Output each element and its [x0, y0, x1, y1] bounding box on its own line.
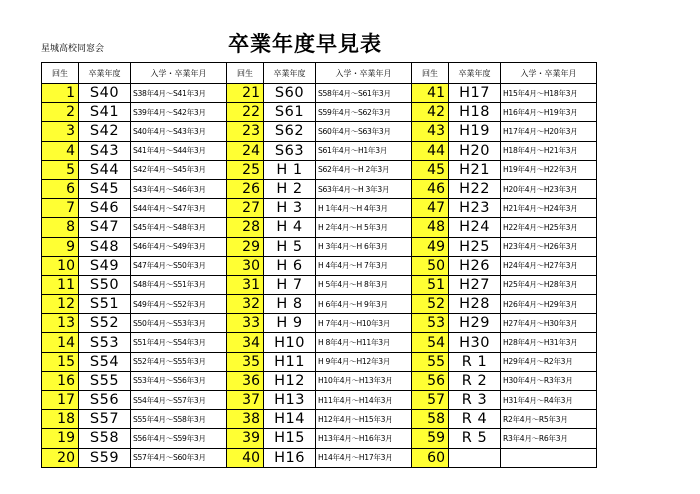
- header-no: 回生: [227, 63, 264, 84]
- graduation-year-cell: S58: [79, 429, 131, 448]
- enrollment-period-cell: H 5年4月～H 8年3月: [316, 275, 412, 294]
- enrollment-period-cell: H 4年4月～H 7年3月: [316, 256, 412, 275]
- graduation-year-cell: R 3: [449, 391, 501, 410]
- graduation-year-cell: H12: [264, 371, 316, 390]
- table-row: [42, 160, 227, 179]
- table-row: [227, 448, 412, 467]
- class-number-cell: 5: [42, 160, 79, 179]
- graduation-year-cell: R 1: [449, 352, 501, 371]
- graduation-year-cell: S61: [264, 103, 316, 122]
- class-number-cell: 58: [412, 410, 449, 429]
- class-number-cell: 52: [412, 295, 449, 314]
- class-number-cell: 18: [42, 410, 79, 429]
- table-row: [227, 295, 412, 314]
- enrollment-period-cell: S43年4月～S46年3月: [131, 179, 227, 198]
- table-row: [412, 391, 597, 410]
- enrollment-period-cell: S39年4月～S42年3月: [131, 103, 227, 122]
- class-number-cell: 39: [227, 429, 264, 448]
- header-year: 卒業年度: [264, 63, 316, 84]
- graduation-year-cell: H30: [449, 333, 501, 352]
- graduation-year-cell: H 3: [264, 199, 316, 218]
- table-row: [227, 141, 412, 160]
- class-number-cell: 19: [42, 429, 79, 448]
- enrollment-period-cell: S52年4月～S55年3月: [131, 352, 227, 371]
- class-number-cell: 24: [227, 141, 264, 160]
- enrollment-period-cell: H14年4月～H17年3月: [316, 448, 412, 467]
- enrollment-period-cell: H 9年4月～H12年3月: [316, 352, 412, 371]
- table-row: [227, 371, 412, 390]
- class-number-cell: 57: [412, 391, 449, 410]
- graduation-year-cell: S40: [79, 84, 131, 103]
- class-number-cell: 56: [412, 371, 449, 390]
- table-row: [412, 122, 597, 141]
- header-period: 入学・卒業年月: [316, 63, 412, 84]
- graduation-year-cell: H29: [449, 314, 501, 333]
- enrollment-period-cell: H 7年4月～H10年3月: [316, 314, 412, 333]
- class-number-cell: 8: [42, 218, 79, 237]
- enrollment-period-cell: H13年4月～H16年3月: [316, 429, 412, 448]
- table-row: [42, 199, 227, 218]
- enrollment-period-cell: S50年4月～S53年3月: [131, 314, 227, 333]
- table-row: [227, 179, 412, 198]
- table-row: [412, 256, 597, 275]
- class-number-cell: 38: [227, 410, 264, 429]
- table-row: [412, 199, 597, 218]
- graduation-year-cell: H25: [449, 237, 501, 256]
- table-row: [412, 179, 597, 198]
- table-row: [227, 199, 412, 218]
- table-row: [227, 160, 412, 179]
- table-row: [42, 122, 227, 141]
- graduation-year-cell: H11: [264, 352, 316, 371]
- header-year: 卒業年度: [79, 63, 131, 84]
- enrollment-period-cell: H31年4月～R4年3月: [501, 391, 597, 410]
- class-number-cell: 10: [42, 256, 79, 275]
- table-row: [412, 141, 597, 160]
- table-row: [227, 84, 412, 103]
- enrollment-period-cell: R3年4月～R6年3月: [501, 429, 597, 448]
- enrollment-period-cell: H12年4月～H15年3月: [316, 410, 412, 429]
- enrollment-period-cell: H20年4月～H23年3月: [501, 179, 597, 198]
- table-row: [227, 256, 412, 275]
- table-row: [227, 218, 412, 237]
- enrollment-period-cell: S60年4月～S63年3月: [316, 122, 412, 141]
- graduation-year-cell: H17: [449, 84, 501, 103]
- enrollment-period-cell: H11年4月～H14年3月: [316, 391, 412, 410]
- graduation-year-cell: S52: [79, 314, 131, 333]
- table-row: [412, 333, 597, 352]
- enrollment-period-cell: S54年4月～S57年3月: [131, 391, 227, 410]
- enrollment-period-cell: S42年4月～S45年3月: [131, 160, 227, 179]
- graduation-year-cell: H 4: [264, 218, 316, 237]
- enrollment-period-cell: S55年4月～S58年3月: [131, 410, 227, 429]
- enrollment-period-cell: S46年4月～S49年3月: [131, 237, 227, 256]
- class-number-cell: 30: [227, 256, 264, 275]
- header-period: 入学・卒業年月: [501, 63, 597, 84]
- enrollment-period-cell: H30年4月～R3年3月: [501, 371, 597, 390]
- enrollment-period-cell: H23年4月～H26年3月: [501, 237, 597, 256]
- class-number-cell: 40: [227, 448, 264, 467]
- class-number-cell: 32: [227, 295, 264, 314]
- graduation-year-cell: H10: [264, 333, 316, 352]
- graduation-year-cell: H15: [264, 429, 316, 448]
- graduation-year-cell: S51: [79, 295, 131, 314]
- table-row: [227, 275, 412, 294]
- table-row: [412, 237, 597, 256]
- class-number-cell: 3: [42, 122, 79, 141]
- graduation-year-cell: R 4: [449, 410, 501, 429]
- graduation-year-cell: H21: [449, 160, 501, 179]
- graduation-year-cell: S54: [79, 352, 131, 371]
- graduation-year-cell: R 5: [449, 429, 501, 448]
- class-number-cell: 54: [412, 333, 449, 352]
- class-number-cell: 34: [227, 333, 264, 352]
- enrollment-period-cell: S61年4月～H1年3月: [316, 141, 412, 160]
- enrollment-period-cell: R2年4月～R5年3月: [501, 410, 597, 429]
- graduation-year-cell: H13: [264, 391, 316, 410]
- graduation-table-block-2: [226, 62, 412, 468]
- graduation-year-cell: H 1: [264, 160, 316, 179]
- class-number-cell: 16: [42, 371, 79, 390]
- enrollment-period-cell: S44年4月～S47年3月: [131, 199, 227, 218]
- class-number-cell: 59: [412, 429, 449, 448]
- table-row: [227, 122, 412, 141]
- enrollment-period-cell: S53年4月～S56年3月: [131, 371, 227, 390]
- graduation-year-cell: H 7: [264, 275, 316, 294]
- table-row: [42, 314, 227, 333]
- class-number-cell: 7: [42, 199, 79, 218]
- header-year: 卒業年度: [449, 63, 501, 84]
- class-number-cell: 14: [42, 333, 79, 352]
- table-row: [227, 410, 412, 429]
- graduation-year-cell: S60: [264, 84, 316, 103]
- enrollment-period-cell: S58年4月～S61年3月: [316, 84, 412, 103]
- enrollment-period-cell: H25年4月～H28年3月: [501, 275, 597, 294]
- class-number-cell: 37: [227, 391, 264, 410]
- table-row: [412, 160, 597, 179]
- table-row: [42, 391, 227, 410]
- class-number-cell: 50: [412, 256, 449, 275]
- enrollment-period-cell: S56年4月～S59年3月: [131, 429, 227, 448]
- graduation-year-cell: S47: [79, 218, 131, 237]
- graduation-year-cell: H27: [449, 275, 501, 294]
- enrollment-period-cell: S41年4月～S44年3月: [131, 141, 227, 160]
- graduation-year-cell: H26: [449, 256, 501, 275]
- table-row: [412, 429, 597, 448]
- enrollment-period-cell: H18年4月～H21年3月: [501, 141, 597, 160]
- class-number-cell: 36: [227, 371, 264, 390]
- enrollment-period-cell: H28年4月～H31年3月: [501, 333, 597, 352]
- graduation-year-cell: S55: [79, 371, 131, 390]
- graduation-year-cell: [449, 448, 501, 467]
- enrollment-period-cell: S63年4月～H 3年3月: [316, 179, 412, 198]
- table-row: [227, 391, 412, 410]
- class-number-cell: 55: [412, 352, 449, 371]
- class-number-cell: 6: [42, 179, 79, 198]
- table-row: [412, 295, 597, 314]
- enrollment-period-cell: H 1年4月～H 4年3月: [316, 199, 412, 218]
- graduation-year-cell: H24: [449, 218, 501, 237]
- class-number-cell: 2: [42, 103, 79, 122]
- enrollment-period-cell: H26年4月～H29年3月: [501, 295, 597, 314]
- graduation-year-cell: H28: [449, 295, 501, 314]
- table-row: [412, 103, 597, 122]
- enrollment-period-cell: S59年4月～S62年3月: [316, 103, 412, 122]
- enrollment-period-cell: H24年4月～H27年3月: [501, 256, 597, 275]
- class-number-cell: 12: [42, 295, 79, 314]
- enrollment-period-cell: H29年4月～R2年3月: [501, 352, 597, 371]
- graduation-year-cell: S53: [79, 333, 131, 352]
- table-row: [412, 352, 597, 371]
- class-number-cell: 51: [412, 275, 449, 294]
- class-number-cell: 17: [42, 391, 79, 410]
- table-row: [227, 237, 412, 256]
- table-row: [412, 275, 597, 294]
- class-number-cell: 48: [412, 218, 449, 237]
- enrollment-period-cell: S57年4月～S60年3月: [131, 448, 227, 467]
- class-number-cell: 15: [42, 352, 79, 371]
- class-number-cell: 4: [42, 141, 79, 160]
- table-row: [412, 218, 597, 237]
- class-number-cell: 42: [412, 103, 449, 122]
- table-row: [412, 84, 597, 103]
- graduation-table-block-3: [411, 62, 597, 468]
- enrollment-period-cell: S49年4月～S52年3月: [131, 295, 227, 314]
- table-row: [412, 371, 597, 390]
- enrollment-period-cell: H 2年4月～H 5年3月: [316, 218, 412, 237]
- graduation-year-cell: H 5: [264, 237, 316, 256]
- graduation-year-cell: S46: [79, 199, 131, 218]
- class-number-cell: 25: [227, 160, 264, 179]
- enrollment-period-cell: S40年4月～S43年3月: [131, 122, 227, 141]
- header-no: 回生: [42, 63, 79, 84]
- graduation-year-cell: S48: [79, 237, 131, 256]
- class-number-cell: 53: [412, 314, 449, 333]
- graduation-year-cell: S41: [79, 103, 131, 122]
- table-row: [227, 103, 412, 122]
- table-row: [42, 256, 227, 275]
- class-number-cell: 1: [42, 84, 79, 103]
- table-header-row: [227, 63, 412, 84]
- graduation-year-cell: S45: [79, 179, 131, 198]
- class-number-cell: 43: [412, 122, 449, 141]
- enrollment-period-cell: H17年4月～H20年3月: [501, 122, 597, 141]
- enrollment-period-cell: H 6年4月～H 9年3月: [316, 295, 412, 314]
- class-number-cell: 22: [227, 103, 264, 122]
- table-header-row: [412, 63, 597, 84]
- table-row: [42, 218, 227, 237]
- header-no: 回生: [412, 63, 449, 84]
- graduation-year-cell: H19: [449, 122, 501, 141]
- graduation-year-cell: H 2: [264, 179, 316, 198]
- class-number-cell: 29: [227, 237, 264, 256]
- page-title: 卒業年度早見表: [228, 32, 382, 56]
- class-number-cell: 44: [412, 141, 449, 160]
- enrollment-period-cell: H27年4月～H30年3月: [501, 314, 597, 333]
- graduation-year-cell: H14: [264, 410, 316, 429]
- table-row: [42, 410, 227, 429]
- table-row: [227, 333, 412, 352]
- table-row: [42, 448, 227, 467]
- graduation-year-cell: H22: [449, 179, 501, 198]
- graduation-year-cell: S43: [79, 141, 131, 160]
- class-number-cell: 11: [42, 275, 79, 294]
- class-number-cell: 27: [227, 199, 264, 218]
- graduation-table-block-1: [41, 62, 227, 468]
- graduation-year-cell: H 9: [264, 314, 316, 333]
- table-header-row: [42, 63, 227, 84]
- table-row: [227, 429, 412, 448]
- enrollment-period-cell: S51年4月～S54年3月: [131, 333, 227, 352]
- enrollment-period-cell: H22年4月～H25年3月: [501, 218, 597, 237]
- table-row: [227, 314, 412, 333]
- enrollment-period-cell: [501, 448, 597, 467]
- graduation-year-cell: S42: [79, 122, 131, 141]
- graduation-year-cell: H16: [264, 448, 316, 467]
- class-number-cell: 49: [412, 237, 449, 256]
- class-number-cell: 26: [227, 179, 264, 198]
- class-number-cell: 21: [227, 84, 264, 103]
- graduation-year-cell: S59: [79, 448, 131, 467]
- graduation-year-cell: R 2: [449, 371, 501, 390]
- table-row: [42, 275, 227, 294]
- graduation-year-cell: H20: [449, 141, 501, 160]
- enrollment-period-cell: S45年4月～S48年3月: [131, 218, 227, 237]
- table-row: [42, 429, 227, 448]
- table-row: [42, 333, 227, 352]
- graduation-year-cell: S57: [79, 410, 131, 429]
- table-row: [42, 295, 227, 314]
- organization-name: 星城高校同窓会: [41, 44, 105, 54]
- enrollment-period-cell: H10年4月～H13年3月: [316, 371, 412, 390]
- table-row: [42, 352, 227, 371]
- class-number-cell: 35: [227, 352, 264, 371]
- graduation-year-cell: H 8: [264, 295, 316, 314]
- table-row: [42, 179, 227, 198]
- graduation-year-cell: S62: [264, 122, 316, 141]
- enrollment-period-cell: H19年4月～H22年3月: [501, 160, 597, 179]
- graduation-year-cell: H23: [449, 199, 501, 218]
- class-number-cell: 31: [227, 275, 264, 294]
- table-row: [42, 103, 227, 122]
- enrollment-period-cell: H21年4月～H24年3月: [501, 199, 597, 218]
- graduation-year-cell: S63: [264, 141, 316, 160]
- header-period: 入学・卒業年月: [131, 63, 227, 84]
- class-number-cell: 41: [412, 84, 449, 103]
- class-number-cell: 46: [412, 179, 449, 198]
- table-row: [412, 448, 597, 467]
- enrollment-period-cell: H16年4月～H19年3月: [501, 103, 597, 122]
- graduation-year-cell: S56: [79, 391, 131, 410]
- table-row: [227, 352, 412, 371]
- enrollment-period-cell: H 8年4月～H11年3月: [316, 333, 412, 352]
- class-number-cell: 47: [412, 199, 449, 218]
- class-number-cell: 45: [412, 160, 449, 179]
- class-number-cell: 23: [227, 122, 264, 141]
- class-number-cell: 13: [42, 314, 79, 333]
- class-number-cell: 20: [42, 448, 79, 467]
- table-row: [42, 141, 227, 160]
- enrollment-period-cell: S62年4月～H 2年3月: [316, 160, 412, 179]
- class-number-cell: 28: [227, 218, 264, 237]
- class-number-cell: 33: [227, 314, 264, 333]
- class-number-cell: 60: [412, 448, 449, 467]
- enrollment-period-cell: H15年4月～H18年3月: [501, 84, 597, 103]
- enrollment-period-cell: S38年4月～S41年3月: [131, 84, 227, 103]
- class-number-cell: 9: [42, 237, 79, 256]
- table-row: [412, 410, 597, 429]
- graduation-year-cell: H18: [449, 103, 501, 122]
- enrollment-period-cell: H 3年4月～H 6年3月: [316, 237, 412, 256]
- table-row: [42, 237, 227, 256]
- graduation-year-cell: S49: [79, 256, 131, 275]
- graduation-year-cell: S50: [79, 275, 131, 294]
- table-row: [412, 314, 597, 333]
- graduation-year-cell: H 6: [264, 256, 316, 275]
- enrollment-period-cell: S47年4月～S50年3月: [131, 256, 227, 275]
- graduation-year-cell: S44: [79, 160, 131, 179]
- table-row: [42, 84, 227, 103]
- enrollment-period-cell: S48年4月～S51年3月: [131, 275, 227, 294]
- table-row: [42, 371, 227, 390]
